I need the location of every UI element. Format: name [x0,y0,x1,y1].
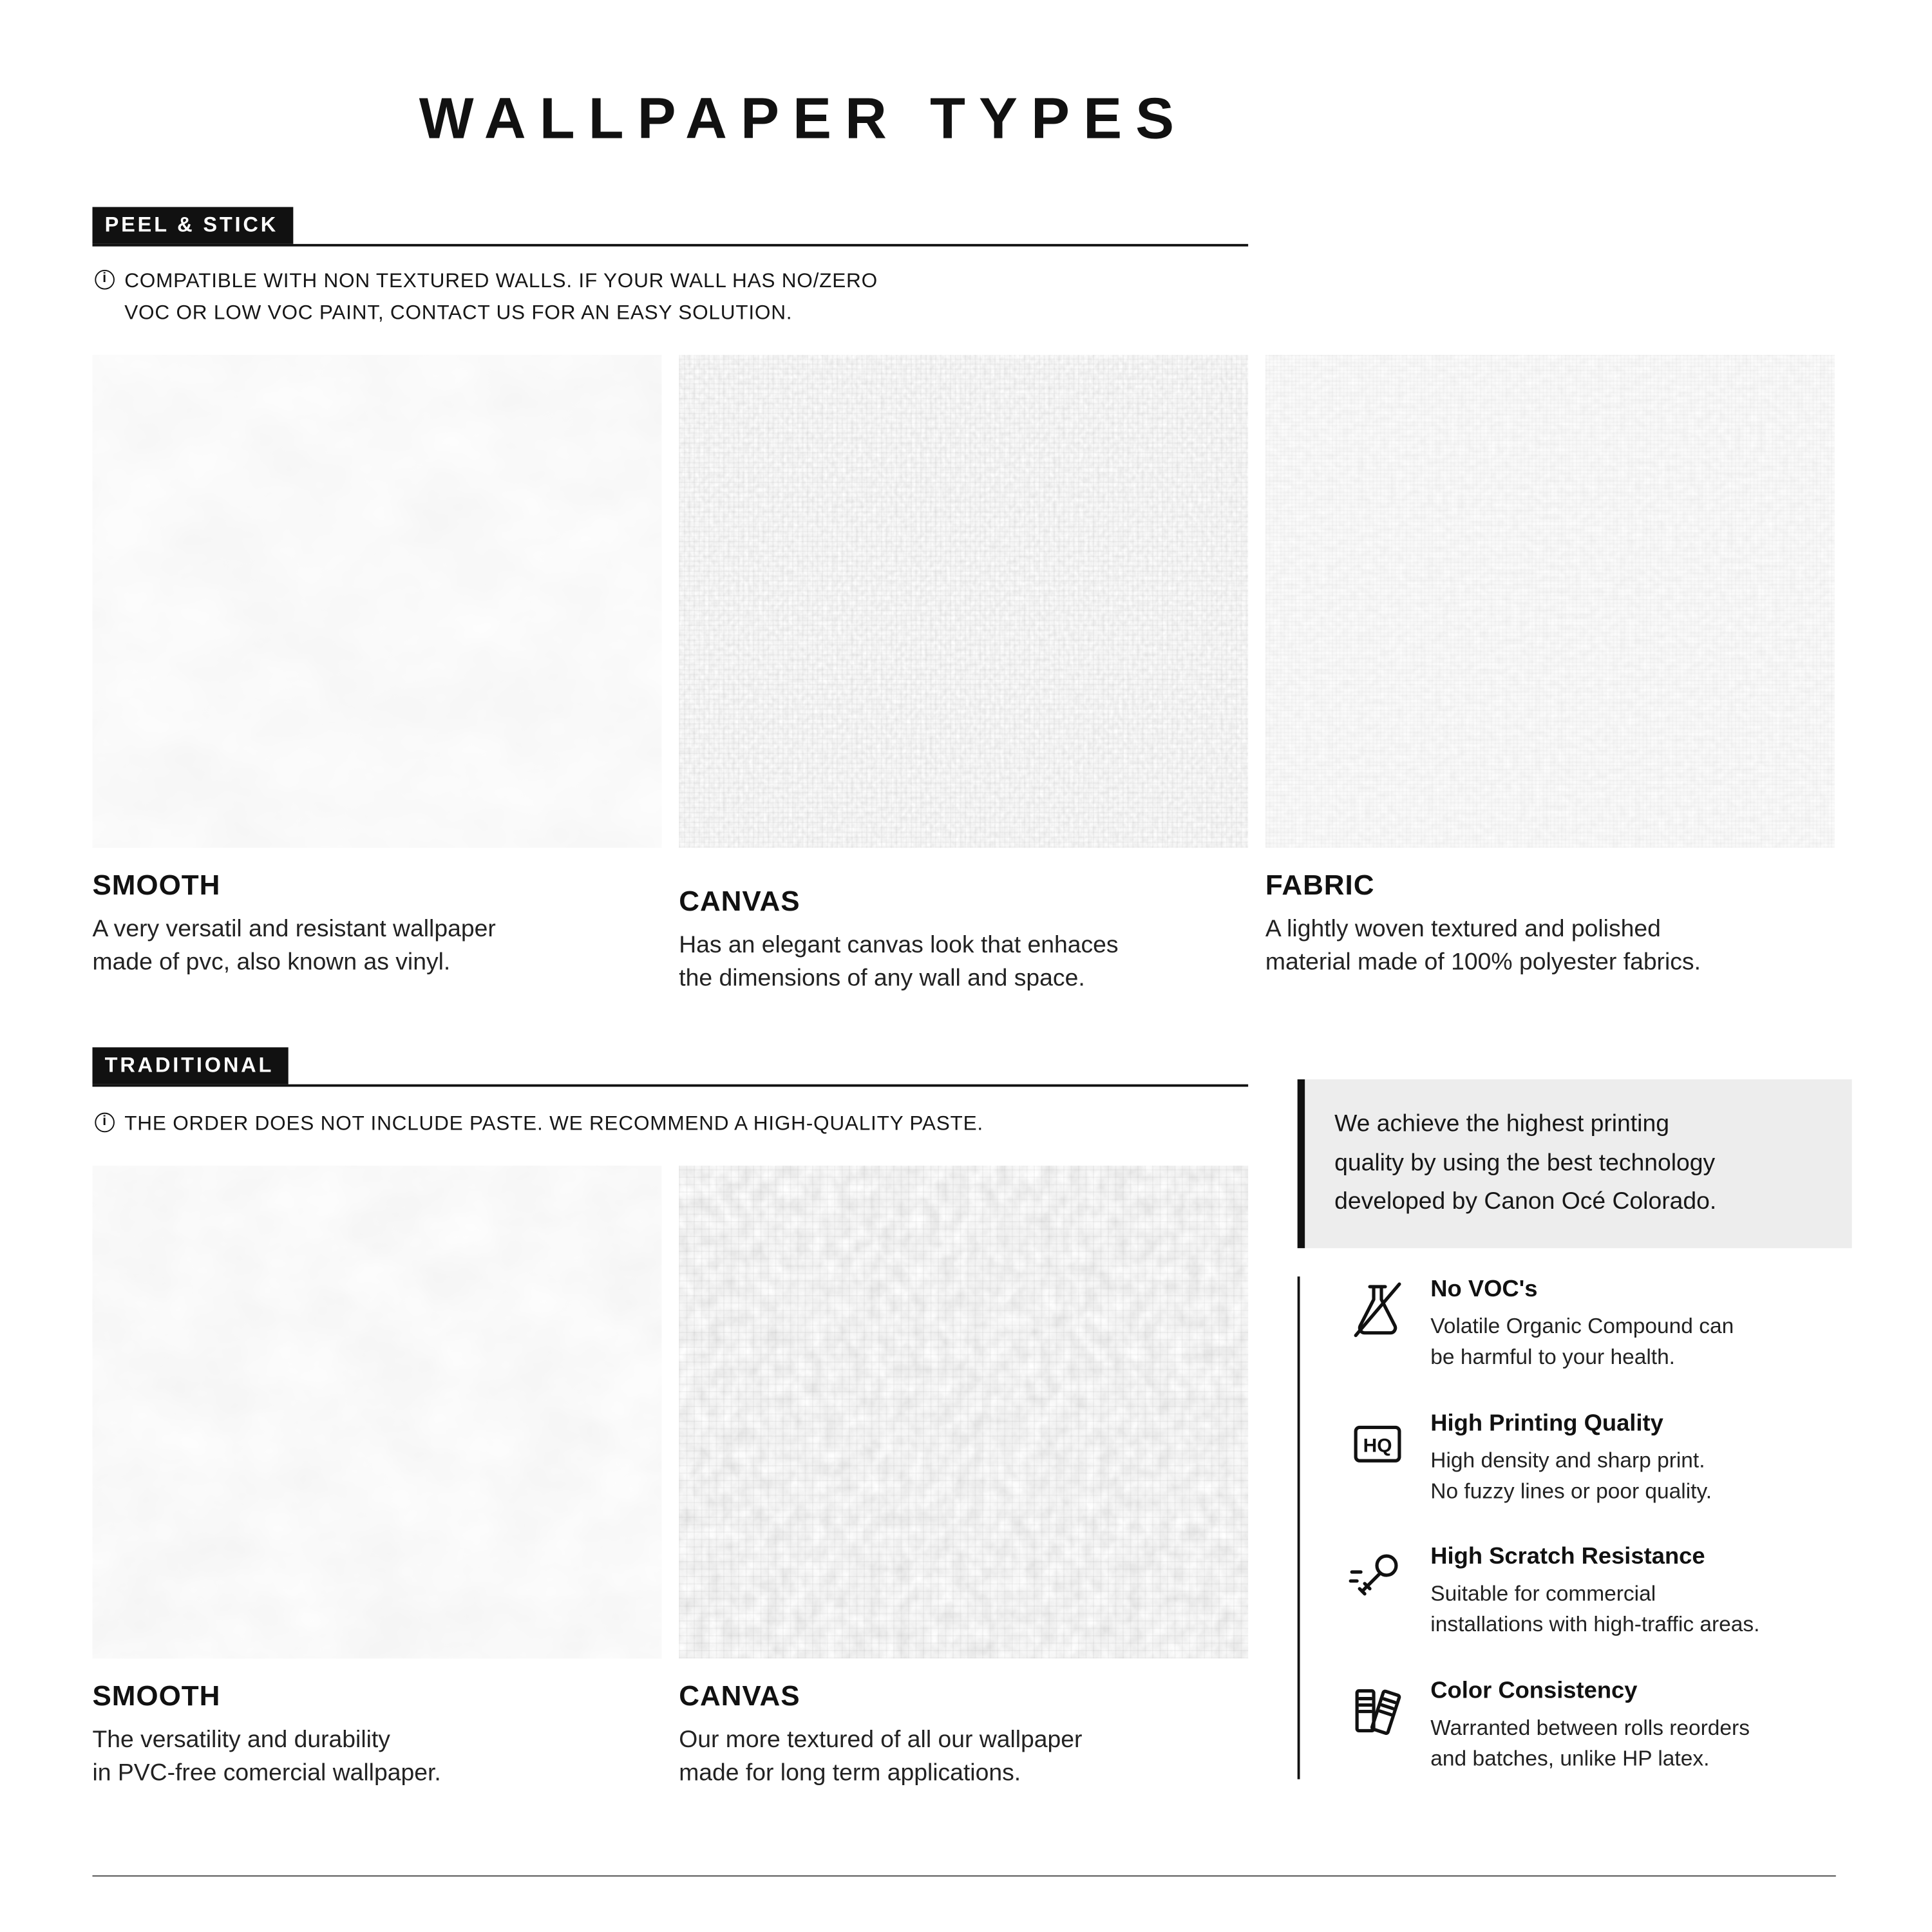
feature-list [1298,1276,1877,1779]
note-line: THE ORDER DOES NOT INCLUDE PASTE. WE RECOMMEND A HIGH-QUALITY PASTE. [124,1112,983,1135]
feature-color-consistency [1347,1678,1877,1774]
feature-high-printing-quality [1347,1410,1877,1506]
weave-texture-overlay [679,1166,1248,1658]
no-voc-icon [1347,1279,1408,1341]
quality-line: developed by Canon Océ Colorado. [1334,1188,1717,1215]
section-label-peel-stick: PEEL & STICK [92,207,293,243]
feature-description [1430,1445,1712,1506]
swatch-title-fabric: FABRIC [1265,868,1375,901]
desc-line: in PVC-free comercial wallpaper. [92,1759,441,1787]
swatch-title-smooth: SMOOTH [92,868,221,901]
swatch-title-canvas-traditional: CANVAS [679,1679,800,1712]
printing-quality-callout [1298,1079,1852,1248]
swatch-description [92,1724,661,1790]
feature-title: High Printing Quality [1430,1410,1663,1437]
desc-line: High density and sharp print. [1430,1447,1705,1472]
peel-stick-note-text [124,266,878,329]
page-title: WALLPAPER TYPES [419,85,1188,151]
desc-line: No fuzzy lines or poor quality. [1430,1478,1712,1503]
desc-line: Our more textured of all our wallpaper [679,1726,1083,1754]
peel-stick-swatch-row [92,355,1834,996]
desc-line: made for long term applications. [679,1759,1021,1787]
section-header-traditional [92,1047,1248,1086]
desc-line: the dimensions of any wall and space. [679,964,1085,992]
note-line: VOC OR LOW VOC PAINT, CONTACT US FOR AN EASY SOLUTION. [124,301,793,324]
desc-line: Has an elegant canvas look that enhaces [679,931,1119,959]
quality-line: We achieve the highest printing [1334,1110,1669,1137]
feature-description [1430,1713,1750,1774]
swatch-description [679,929,1248,996]
swatch-description [92,913,661,980]
desc-line: and batches, unlike HP latex. [1430,1745,1710,1771]
swatch-column-canvas-traditional [679,1166,1248,1790]
swatch-description [1265,913,1835,980]
info-icon [95,1113,115,1133]
swatch-title-smooth-traditional: SMOOTH [92,1679,221,1712]
swatch-title-canvas: CANVAS [679,884,800,917]
desc-line: Suitable for commercial [1430,1581,1656,1606]
desc-line: installations with high-traffic areas. [1430,1611,1760,1637]
high-printing-quality-icon [1347,1413,1408,1475]
section-header-peel-stick [92,207,1248,246]
feature-title: Color Consistency [1430,1678,1638,1705]
feature-description [1430,1579,1759,1640]
desc-line: A lightly woven textured and polished [1265,915,1661,943]
traditional-swatch-row [92,1166,1248,1790]
texture-sample-smooth-traditional [92,1166,661,1658]
swatch-column-canvas [679,355,1248,996]
swatch-column-fabric [1265,355,1835,996]
desc-line: Warranted between rolls reorders [1430,1715,1750,1740]
feature-no-voc [1347,1276,1877,1372]
weave-texture-overlay [1265,355,1835,848]
feature-text [1430,1544,1759,1640]
peel-stick-note [95,266,878,329]
hq-icon-text: HQ [1363,1434,1392,1456]
swatch-caption [92,1680,661,1790]
traditional-note-text [124,1109,983,1141]
swatch-column-smooth [92,355,661,996]
desc-line: A very versatil and resistant wallpaper [92,915,496,943]
feature-scratch-resistance [1347,1544,1877,1640]
info-icon-glyph: i [102,1114,107,1130]
scratch-resistance-icon [1347,1547,1408,1609]
feature-title: High Scratch Resistance [1430,1544,1705,1571]
desc-line: made of pvc, also known as vinyl. [92,949,451,976]
feature-text [1430,1410,1712,1506]
swatch-caption [1265,869,1835,980]
feature-text [1430,1678,1750,1774]
section-label-traditional: TRADITIONAL [92,1047,289,1084]
swatch-caption [92,869,661,980]
weave-texture-overlay [679,355,1248,848]
texture-sample-smooth [92,355,661,848]
feature-description [1430,1311,1734,1372]
desc-line: be harmful to your health. [1430,1344,1676,1369]
swatch-column-smooth-traditional [92,1166,661,1790]
desc-line: material made of 100% polyester fabrics. [1265,949,1701,976]
traditional-note [95,1109,983,1141]
info-icon [95,270,115,290]
bottom-divider [92,1875,1835,1877]
quality-line: quality by using the best technology [1334,1149,1716,1177]
info-icon-glyph: i [102,271,107,287]
texture-sample-fabric [1265,355,1835,848]
note-line: COMPATIBLE WITH NON TEXTURED WALLS. IF YOUR WALL HAS NO/ZERO [124,270,878,292]
swatch-caption [679,885,1248,996]
texture-sample-canvas [679,355,1248,848]
swatch-caption [679,1680,1248,1790]
color-consistency-icon [1347,1681,1408,1743]
desc-line: The versatility and durability [92,1726,390,1754]
swatch-description [679,1724,1248,1790]
desc-line: Volatile Organic Compound can [1430,1313,1734,1338]
feature-text [1430,1276,1734,1372]
feature-title: No VOC's [1430,1276,1538,1303]
texture-sample-canvas-traditional [679,1166,1248,1658]
